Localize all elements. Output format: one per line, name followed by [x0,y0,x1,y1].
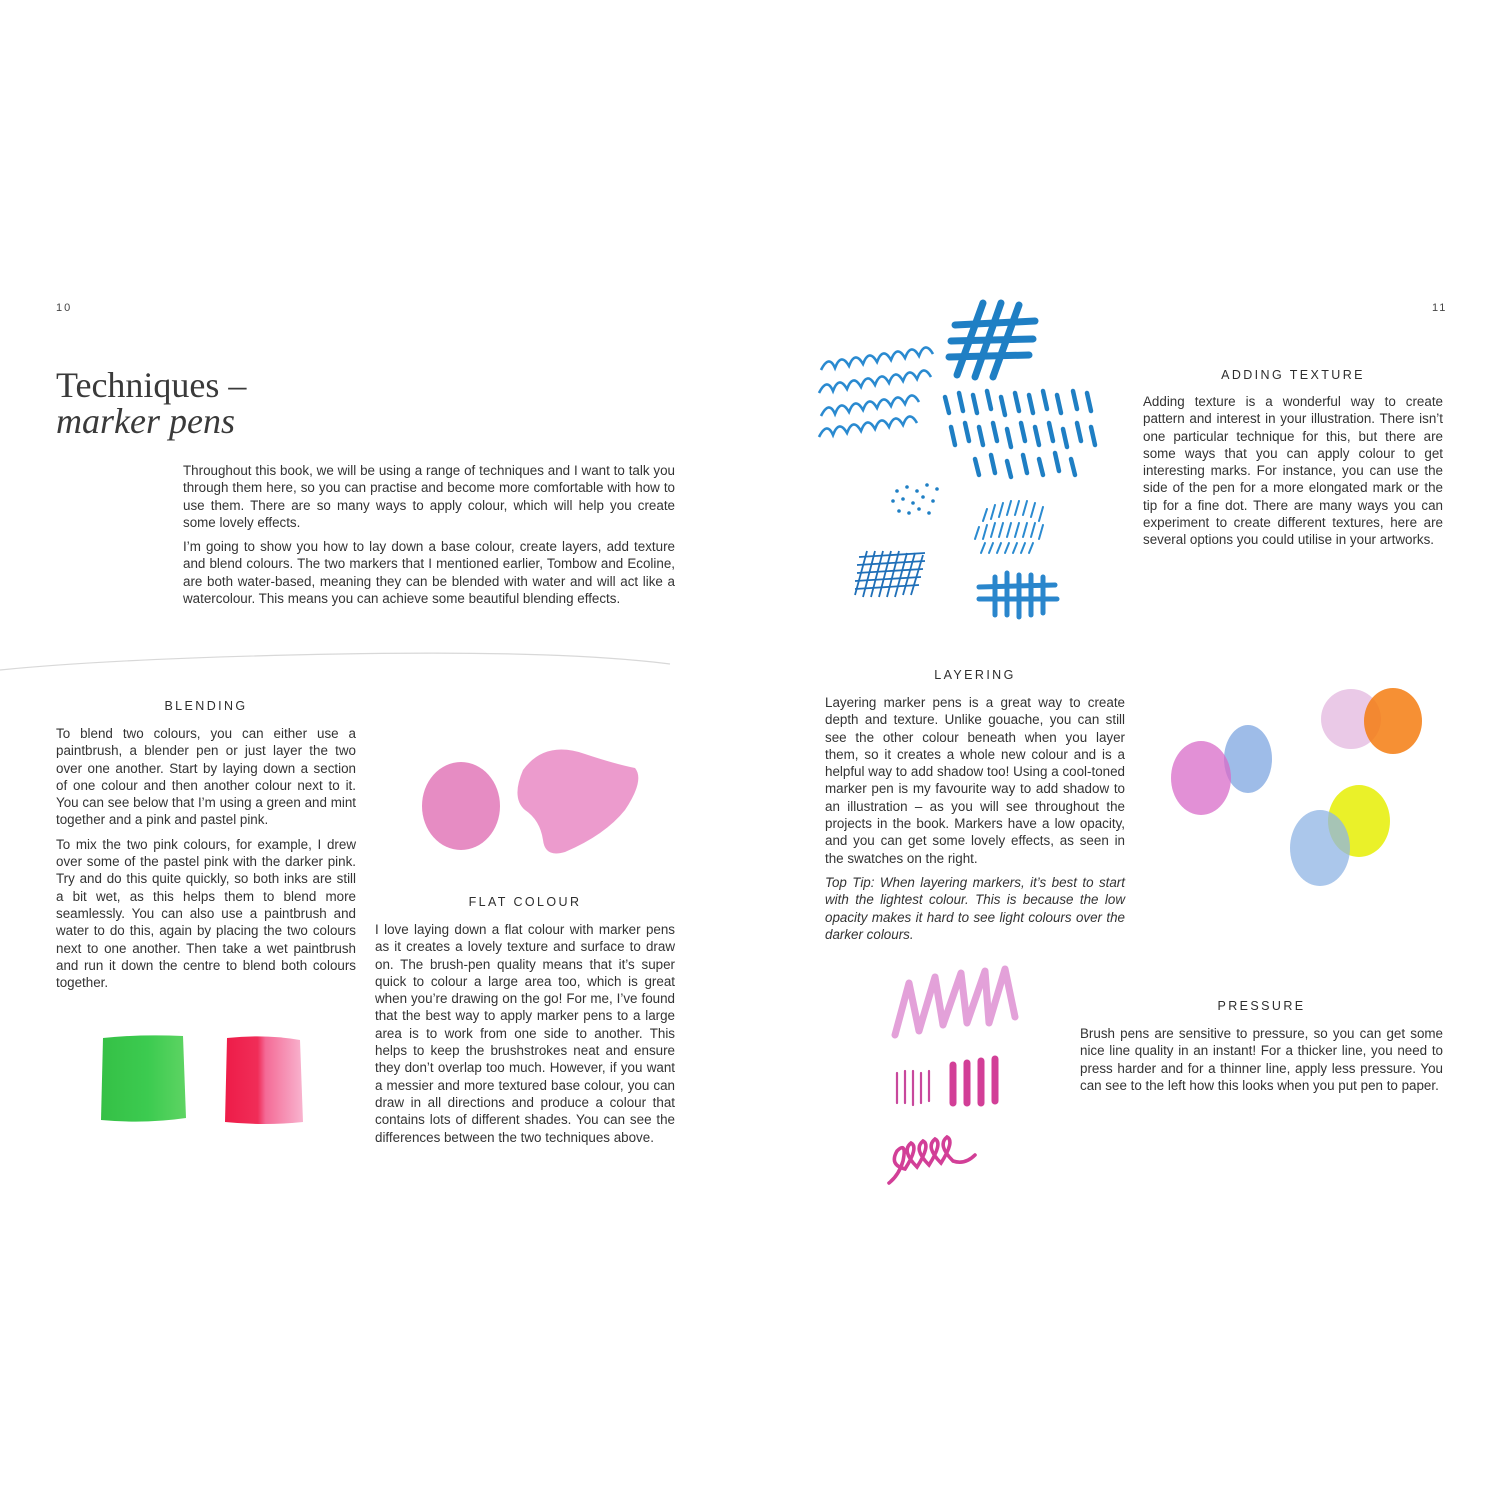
thin-pressure-lines [897,1071,929,1105]
blue-circle [1290,810,1350,886]
crosshatch-mark-bottom [979,573,1057,617]
intro-text [183,462,675,614]
flat-colour-illustration [415,740,645,860]
textured-colour-blob-swatch [517,750,638,854]
loop-pressure-mark [889,1137,975,1183]
title-line-1: Techniques – [56,365,247,405]
intro-paragraph-2: I’m going to show you how to lay down a base colour, create layers, add texture and blend colours. The two markers that I mentioned earlier, Tombow and Ecoline, are both water-based, meaning they can be blended with water and will act like a watercolour. This means you can achieve some beautiful blending effects. [183,539,675,607]
layering-top-tip: Top Tip: When layering markers, it’s best to start with the lightest colour. This is because the low opacity makes it hard to see light colours over the darker colours. [825,874,1125,942]
flat-colour-paragraph-1: I love laying down a flat colour with marker pens as it creates a lovely texture and surface to draw on. The brush-pen quality means that it’s super quick to colour a large area too, which is great when you’re drawing on the go! For me, I’ve found that the best way to apply marker pens to a large area is to work from one side to another. This helps to keep the brushstrokes neat and ensure they don’t overlap too much. However, if you want a messier and more textured base colour, you can draw in all directions and produce a colour that contains lots of different shades. You can see the differences between the two techniques above. [375,922,675,1145]
page-number-right: 11 [1432,302,1448,314]
pink-blend-swatch [225,1036,303,1124]
layering-paragraph-1: Layering marker pens is a great way to create depth and texture. Unlike gouache, you can still see the other colour beneath when you layer them, so it creates a whole new colour and is a helpful way to add shadow too! Using a cool-toned marker pen is my favourite way to add shadow to an illustration – as you will see throughout the projects in the book. Markers have a low opacity, and you can get some lovely effects, as seen in the swatches on the right. [825,695,1125,866]
loop-scribble-mark [819,347,933,437]
fine-crosshatch-mark [855,551,925,597]
fine-stroke-marks [975,501,1043,553]
orange-circle [1364,688,1422,754]
layering-text [825,694,1125,950]
pressure-marks-illustration [885,965,1025,1190]
blending-text [56,725,356,998]
layering-heading: LAYERING [934,668,1016,682]
adding-texture-heading: ADDING TEXTURE [1221,368,1365,382]
layering-swatches-illustration [1165,683,1430,893]
dash-marks [945,391,1095,477]
page-title [56,367,246,439]
pressure-text [1080,1025,1443,1101]
magenta-circle [1171,741,1231,815]
title-line-2: marker pens [56,401,235,441]
adding-texture-paragraph-1: Adding texture is a wonderful way to create pattern and interest in your illustration. There isn’t one particular technique for this, but there are some ways that you can apply colour to get interesting marks. For instance, you can use the side of the pen for a more elongated mark or the tip for a fine dot. There are many ways you can experiment to create different textures, here are several options you could utilise in your artworks. [1143,394,1443,548]
flat-colour-text [375,921,675,1153]
blending-paragraph-2: To mix the two pink colours, for example, I drew over some of the pastel pink with the darker pink. Try and do this quite quickly, so both inks are still a bit wet, as this helps them to blend more seamlessly. You can also use a paintbrush and water to do this, again by placing the two colours next to one another. Then take a wet paintbrush and run it down the centre to blend both colours together. [56,836,356,991]
blending-paragraph-1: To blend two colours, you can either use a paintbrush, a blender pen or just layer the two over one another. Start by laying down a section of one colour and then another colour next to it. You can see below that I’m using a green and mint together and a pink and pastel pink. [56,726,356,828]
flat-colour-heading: FLAT COLOUR [468,895,582,909]
flat-colour-round-swatch [422,762,500,850]
dot-marks [891,483,939,515]
green-blend-swatch [101,1035,186,1121]
adding-texture-text [1143,393,1443,556]
intro-paragraph-1: Throughout this book, we will be using a range of techniques and I want to talk you through them here, so you can practise and become more comfortable with how to use them. There are so many ways to apply colour, which will help you create some lovely effects. [183,463,675,530]
pressure-heading: PRESSURE [1217,999,1306,1013]
light-blue-circle [1224,725,1272,793]
blend-swatches-illustration [95,1030,315,1130]
crosshatch-mark-top [949,303,1035,377]
blending-heading: BLENDING [164,699,248,713]
page-divider-curve [0,640,680,680]
page-number-left: 10 [56,302,73,314]
pressure-paragraph-1: Brush pens are sensitive to pressure, so you can get some nice line quality in an instant! For a thicker line, you need to press harder and for a thinner line, apply less pressure. You can see to the left how this looks when you put pen to paper. [1080,1026,1443,1093]
texture-marks-illustration [815,295,1105,625]
zigzag-pressure-mark [895,969,1015,1035]
thick-pressure-lines [953,1059,995,1103]
